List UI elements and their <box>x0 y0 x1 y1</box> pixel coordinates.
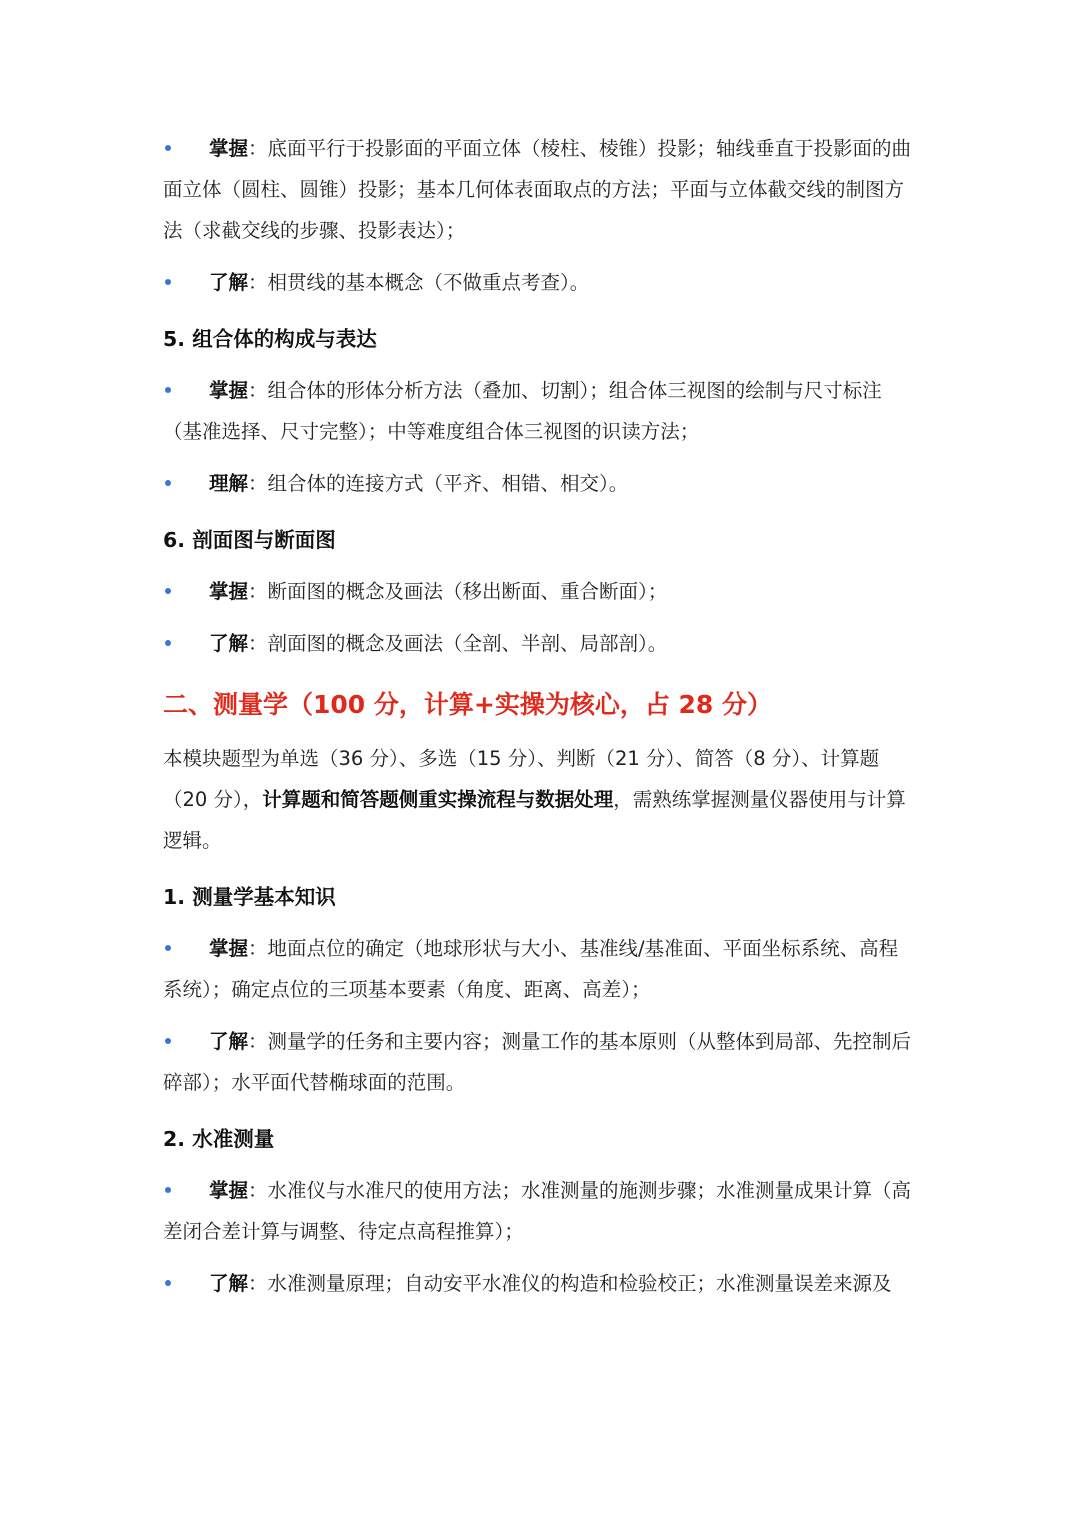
keyword-label: 了解 <box>209 1272 249 1295</box>
keyword-label: 理解 <box>209 472 249 495</box>
subsection-heading: 5. 组合体的构成与表达 <box>163 327 377 351</box>
bullet-dot-icon <box>165 145 171 151</box>
bullet-dot-icon <box>165 1038 171 1044</box>
keyword-label: 掌握 <box>209 379 249 402</box>
list-item <box>163 571 915 612</box>
list-item-text: ：测量学的任务和主要内容；测量工作的基本原则（从整体到局部、先控制后碎部）；水平面代替椭球面的范围。 <box>163 1030 912 1094</box>
bullet-dot-icon <box>165 480 171 486</box>
list-item-text: ：剖面图的概念及画法（全剖、半剖、局部剖）。 <box>248 632 668 655</box>
list-item-text: ：水准测量原理；自动安平水准仪的构造和检验校正；水准测量误差来源及 <box>248 1272 892 1295</box>
list-item <box>163 463 915 504</box>
bullet-dot-icon <box>165 279 171 285</box>
section-title: 二、测量学（100 分，计算+实操为核心，占 28 分） <box>163 690 773 719</box>
subsection-heading: 2. 水准测量 <box>163 1127 275 1151</box>
keyword-label: 了解 <box>209 632 249 655</box>
section-intro <box>163 738 915 861</box>
bullet-dot-icon <box>165 945 171 951</box>
keyword-label: 掌握 <box>209 1179 249 1202</box>
list-item <box>163 370 915 452</box>
subsection-heading: 6. 剖面图与断面图 <box>163 528 336 552</box>
list-item <box>163 623 915 664</box>
bullet-dot-icon <box>165 640 171 646</box>
list-item <box>163 928 915 1010</box>
list-item <box>163 128 915 251</box>
bullet-dot-icon <box>165 1187 171 1193</box>
document-page <box>163 128 915 1315</box>
keyword-label: 了解 <box>209 271 249 294</box>
keyword-label: 掌握 <box>209 937 249 960</box>
list-item <box>163 262 915 303</box>
keyword-label: 掌握 <box>209 137 249 160</box>
intro-text: 本模块题型为单选（36 分）、多选（15 分）、判断（21 分）、简答（8 分）、计算题（20 分）， <box>163 747 880 811</box>
subsection-heading: 1. 测量学基本知识 <box>163 885 336 909</box>
intro-text: ，需熟练掌握测量仪器使用与计算逻辑。 <box>163 788 906 852</box>
list-item <box>163 1263 915 1304</box>
bullet-dot-icon <box>165 588 171 594</box>
list-item-text: ：水准仪与水准尺的使用方法；水准测量的施测步骤；水准测量成果计算（高差闭合差计算与调整、待定点高程推算）； <box>163 1179 912 1243</box>
keyword-label: 掌握 <box>209 580 249 603</box>
list-item-text: ：地面点位的确定（地球形状与大小、基准线/基准面、平面坐标系统、高程系统）；确定点位的三项基本要素（角度、距离、高差）； <box>163 937 899 1001</box>
list-item <box>163 1021 915 1103</box>
list-item-text: ：相贯线的基本概念（不做重点考查）。 <box>248 271 590 294</box>
bullet-dot-icon <box>165 387 171 393</box>
list-item-text: ：组合体的连接方式（平齐、相错、相交）。 <box>248 472 629 495</box>
list-item-text: ：断面图的概念及画法（移出断面、重合断面）； <box>248 580 668 603</box>
list-item-text: ：底面平行于投影面的平面立体（棱柱、棱锥）投影；轴线垂直于投影面的曲面立体（圆柱、圆锥）投影；基本几何体表面取点的方法；平面与立体截交线的制图方法（求截交线的步骤、投影表达）； <box>163 137 912 242</box>
intro-emphasis: 计算题和简答题侧重实操流程与数据处理 <box>262 788 614 811</box>
list-item-text: ：组合体的形体分析方法（叠加、切割）；组合体三视图的绘制与尺寸标注（基准选择、尺寸完整）；中等难度组合体三视图的识读方法； <box>163 379 882 443</box>
list-item <box>163 1170 915 1252</box>
bullet-dot-icon <box>165 1280 171 1286</box>
keyword-label: 了解 <box>209 1030 249 1053</box>
